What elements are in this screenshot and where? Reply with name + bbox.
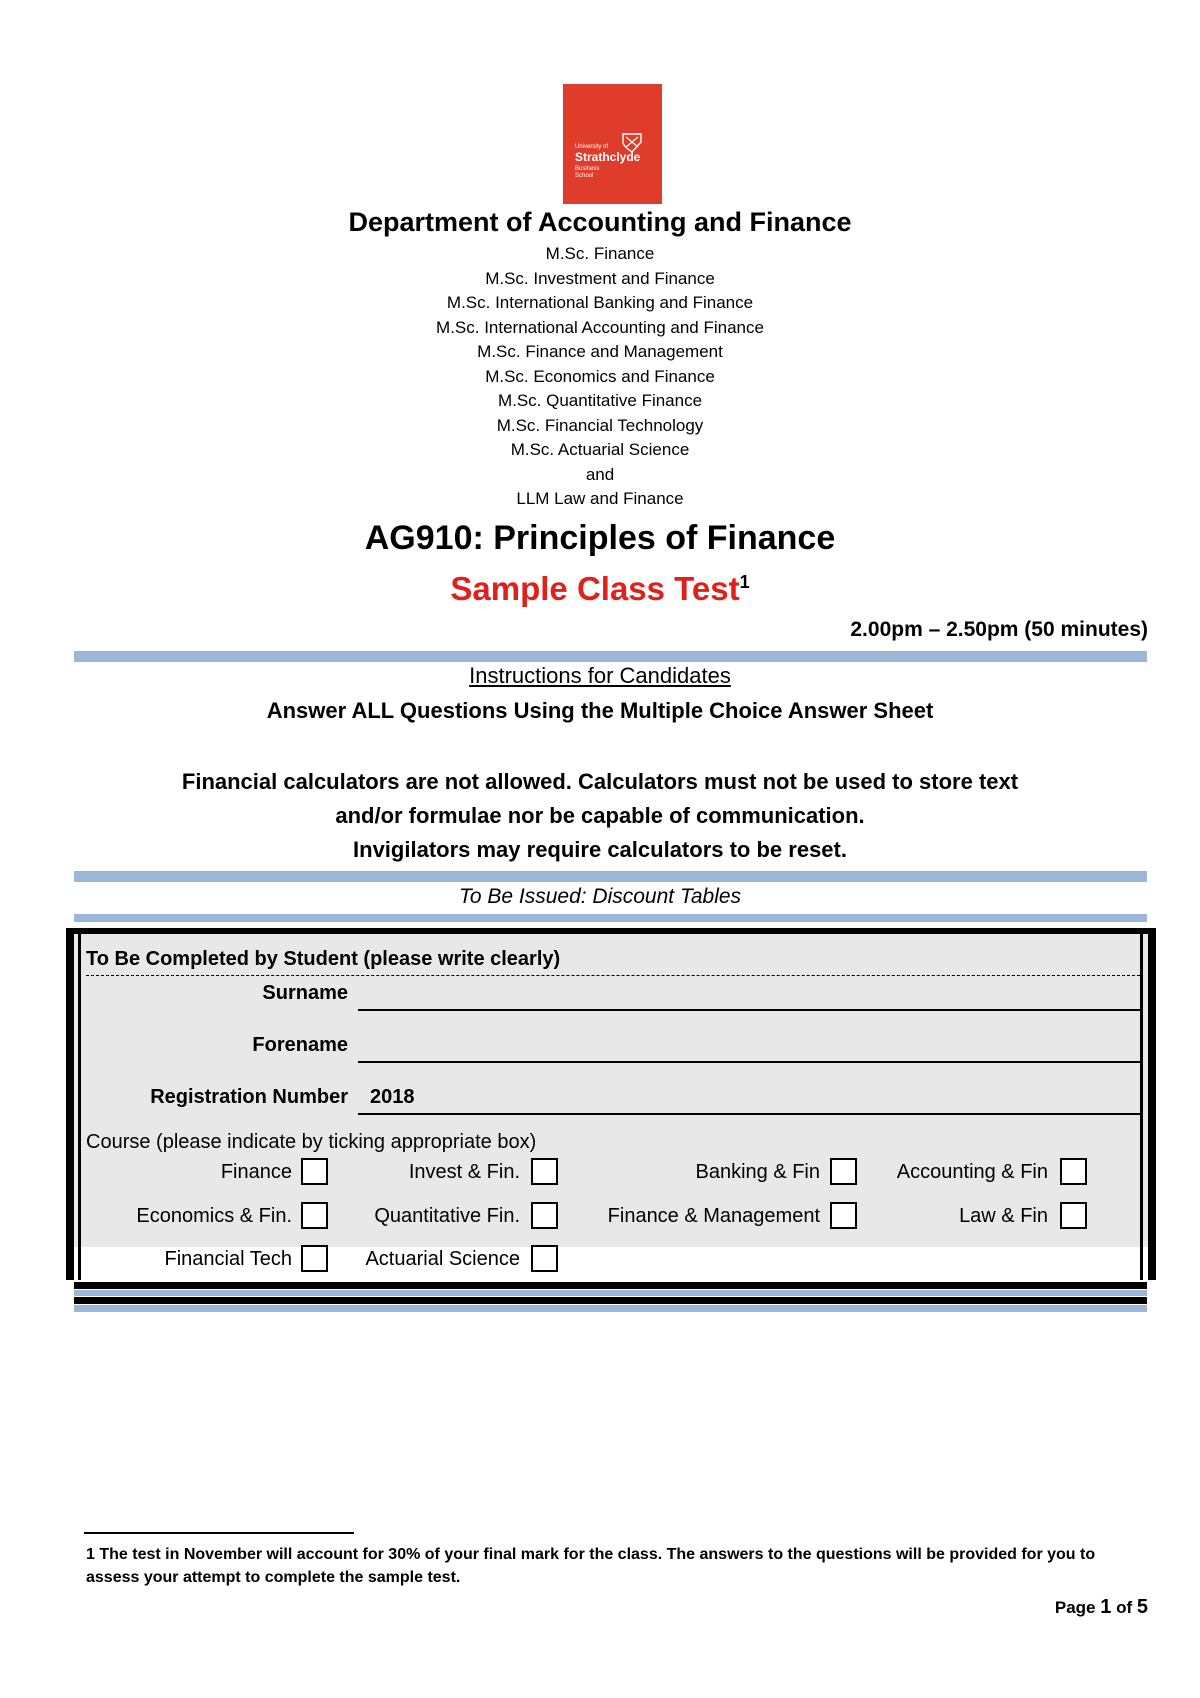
course-title: AG910: Principles of Finance <box>364 519 836 557</box>
logo-line1: University of <box>575 144 609 150</box>
registration-label: Registration Number <box>150 1086 348 1108</box>
bottom-blue-band <box>74 1305 1147 1312</box>
programme-item: M.Sc. Economics and Finance <box>485 366 715 386</box>
programme-item: M.Sc. Actuarial Science <box>510 440 690 459</box>
divider-band <box>74 871 1147 882</box>
instructions-answer-all: Answer ALL Questions Using the Multiple Choice Answer Sheet <box>266 698 934 723</box>
course-checkbox-management[interactable] <box>830 1202 857 1229</box>
test-title-text: Sample Class Test <box>450 570 740 607</box>
crest-icon <box>621 130 643 152</box>
footnote-text: The test in November will account for 30% of your final mark for the class. The answers to the questions will be provided for you to assess your attempt to complete the sample test. <box>86 1546 1096 1586</box>
course-checkbox-fintech[interactable] <box>301 1245 328 1272</box>
student-section-heading: To Be Completed by Student (please write clearly) <box>86 948 561 970</box>
programme-item: M.Sc. International Accounting and Finance <box>436 317 764 337</box>
footnote-separator <box>84 1532 354 1534</box>
university-logo <box>563 84 662 204</box>
footnote-number: 1 <box>86 1546 95 1563</box>
surname-line <box>358 1009 1140 1011</box>
page-word: Page <box>1054 1598 1096 1617</box>
logo-line2: Strathclyde <box>575 150 641 164</box>
course-checkbox-finance[interactable] <box>301 1158 328 1185</box>
divider-band <box>74 651 1147 662</box>
calculator-rules <box>0 765 1200 867</box>
calc-rule-line: Invigilators may require calculators to be reset. <box>353 837 847 862</box>
page-current: 1 <box>1100 1596 1112 1618</box>
page-number <box>1055 1596 1148 1619</box>
box-top-border <box>70 928 1152 934</box>
page-of: of <box>1116 1598 1133 1617</box>
page-total: 5 <box>1136 1596 1148 1618</box>
calc-rule-line: Financial calculators are not allowed. Calculators must not be used to store text <box>181 769 1019 794</box>
course-option-label: Finance <box>220 1161 292 1183</box>
course-checkbox-economics[interactable] <box>301 1202 328 1229</box>
registration-field[interactable]: 2018 <box>370 1086 415 1108</box>
course-checkbox-quantitative[interactable] <box>531 1202 558 1229</box>
heading-underline <box>86 975 1140 977</box>
footnote <box>86 1543 1126 1589</box>
course-checkbox-invest[interactable] <box>531 1158 558 1185</box>
bottom-black-band <box>74 1282 1147 1289</box>
course-option-label: Finance & Management <box>607 1205 820 1227</box>
programme-item: M.Sc. Finance and Management <box>477 342 723 361</box>
course-option-label: Banking & Fin <box>695 1161 820 1183</box>
footnote-marker: 1 <box>739 572 750 592</box>
course-checkbox-law[interactable] <box>1060 1202 1087 1229</box>
programme-item: M.Sc. International Banking and Finance <box>446 293 754 312</box>
course-option-label: Quantitative Fin. <box>374 1205 520 1227</box>
programme-item: M.Sc. Financial Technology <box>496 415 704 435</box>
programme-item: M.Sc. Investment and Finance <box>485 268 715 288</box>
programme-item: M.Sc. Quantitative Finance <box>497 391 703 410</box>
logo-line4: School <box>575 173 594 179</box>
course-checkbox-actuarial[interactable] <box>531 1245 558 1272</box>
course-option-label: Law & Fin <box>959 1205 1048 1227</box>
forename-label: Forename <box>252 1034 348 1056</box>
programme-item: and <box>585 464 615 484</box>
forename-field[interactable] <box>360 1034 1140 1058</box>
course-option-label: Economics & Fin. <box>136 1205 292 1227</box>
department-title: Department of Accounting and Finance <box>348 207 852 237</box>
box-right-border-inner <box>1140 934 1143 1280</box>
programme-item: LLM Law and Finance <box>516 489 684 508</box>
course-checkbox-accounting[interactable] <box>1060 1158 1087 1185</box>
exam-time: 2.00pm – 2.50pm (50 minutes) <box>850 618 1148 641</box>
instructions-heading: Instructions for Candidates <box>469 663 731 688</box>
test-title <box>0 570 1200 608</box>
programme-item: M.Sc. Finance <box>545 244 655 263</box>
logo-line3: Business <box>575 166 600 172</box>
issued-materials: To Be Issued: Discount Tables <box>458 885 742 908</box>
course-checkbox-banking[interactable] <box>830 1158 857 1185</box>
course-option-label: Financial Tech <box>164 1248 292 1270</box>
bottom-black-band <box>74 1297 1147 1304</box>
calc-rule-line: and/or formulae nor be capable of communication. <box>335 803 865 828</box>
course-heading: Course (please indicate by ticking appropriate box) <box>86 1131 537 1153</box>
course-option-label: Accounting & Fin <box>896 1161 1048 1183</box>
forename-line <box>358 1061 1140 1063</box>
course-option-label: Actuarial Science <box>365 1248 520 1270</box>
surname-label: Surname <box>262 982 348 1004</box>
box-left-border-inner <box>78 934 81 1280</box>
divider-band <box>74 914 1147 922</box>
surname-field[interactable] <box>360 982 1140 1006</box>
bottom-blue-band <box>74 1290 1147 1296</box>
box-left-border <box>66 928 74 1280</box>
box-right-border <box>1148 928 1156 1280</box>
course-option-label: Invest & Fin. <box>408 1161 520 1183</box>
registration-line <box>358 1113 1140 1115</box>
